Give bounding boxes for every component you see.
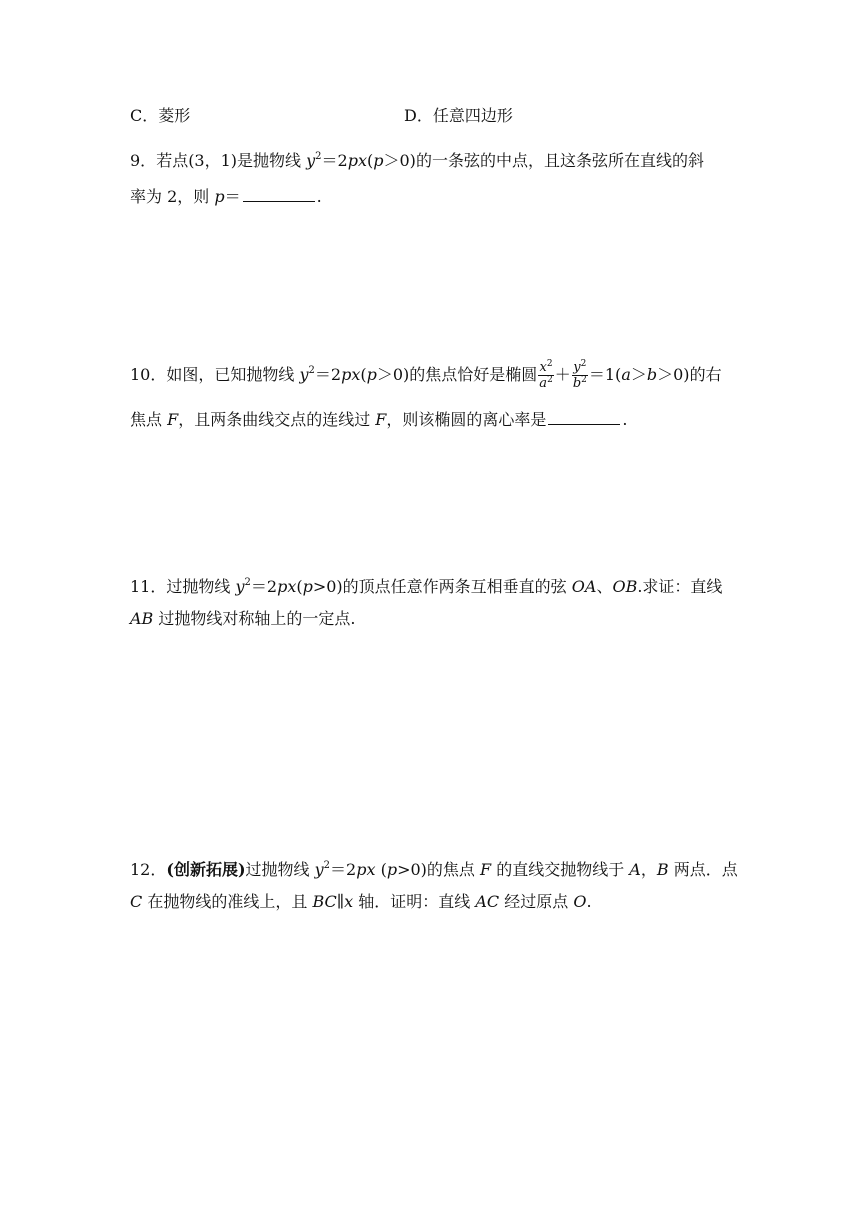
question-11-line-2: AB 过抛物线对称轴上的一定点.	[130, 609, 356, 628]
fraction-y2-b2: $\frac{y^2}{b^2}$	[572, 359, 587, 391]
question-number: 12．	[130, 860, 167, 879]
question-number: 10．	[130, 365, 167, 384]
answer-blank[interactable]	[548, 410, 620, 425]
answer-blank[interactable]	[243, 187, 315, 202]
question-10-line-2: 焦点 F，且两条曲线交点的连线过 F，则该椭圆的离心率是 .	[130, 410, 628, 429]
question-12-line-2: C 在抛物线的准线上，且 BC∥x 轴．证明：直线 AC 经过原点 O.	[130, 892, 592, 911]
innovation-tag: (创新拓展)	[166, 860, 246, 879]
question-11-line-1: 11．过抛物线 $y^2=2px(p>0)$的顶点任意作两条互相垂直的弦 OA、OB.求证：直线	[130, 577, 723, 596]
question-number: 9．	[130, 151, 157, 170]
question-12-line-1: 12．(创新拓展)过抛物线 $y^2=2px$ (p>0)的焦点 F 的直线交抛物线于 A，B 两点．点	[130, 860, 738, 879]
question-10-line-1: 10．如图，已知抛物线 $y^2=2px(p>0)$的焦点恰好是椭圆 $\frac{x^2}{a^2}$ ＋ $\frac{y^2}{b^2}$ ＝1(a＞b＞0)的右	[130, 359, 722, 391]
fraction-x2-a2: $\frac{x^2}{a^2}$	[539, 359, 553, 391]
question-9-line-2: 率为 2，则 p＝ .	[130, 187, 322, 206]
option-c: C．菱形	[130, 106, 191, 125]
option-d: D．任意四边形	[404, 106, 513, 125]
question-number: 11．	[130, 577, 167, 596]
question-9-line-1: 9．若点(3，1)是抛物线 $y^2=2px(p>0)$的一条弦的中点，且这条弦所在直线的斜	[130, 151, 704, 170]
